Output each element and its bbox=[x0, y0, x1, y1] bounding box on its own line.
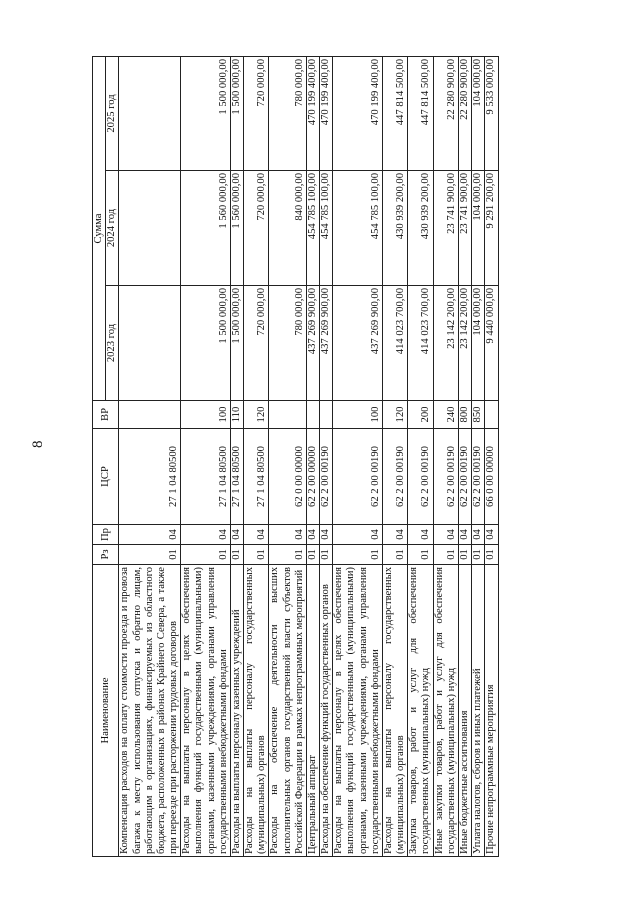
row-amount-2023 bbox=[119, 286, 181, 401]
budget-table bbox=[92, 56, 499, 857]
row-vr bbox=[306, 401, 319, 429]
row-pr: 04 bbox=[333, 525, 383, 545]
header-name: Наименование bbox=[93, 565, 119, 857]
row-pr: 04 bbox=[306, 525, 319, 545]
row-amount-2023: 437 269 900,00 bbox=[320, 286, 333, 401]
row-rz: 01 bbox=[458, 545, 471, 565]
table-row bbox=[320, 56, 333, 856]
header-rz: Рз bbox=[93, 545, 119, 565]
table-row bbox=[306, 56, 319, 856]
row-amount-2025: 447 814 500,00 bbox=[408, 56, 433, 170]
row-amount-2024: 104 000,00 bbox=[472, 171, 485, 286]
row-amount-2024: 430 939 200,00 bbox=[382, 171, 407, 286]
row-amount-2023: 437 269 900,00 bbox=[333, 286, 383, 401]
row-pr: 04 bbox=[433, 525, 458, 545]
row-vr: 100 bbox=[181, 401, 231, 429]
row-rz: 01 bbox=[333, 545, 383, 565]
row-pr: 04 bbox=[472, 525, 485, 545]
table-row bbox=[181, 56, 231, 856]
row-vr: 850 bbox=[472, 401, 485, 429]
row-amount-2023: 437 269 900,00 bbox=[306, 286, 319, 401]
row-pr: 04 bbox=[458, 525, 471, 545]
budget-table-rotated bbox=[92, 57, 589, 857]
row-rz: 01 bbox=[181, 545, 231, 565]
table-row bbox=[408, 56, 433, 856]
row-amount-2023: 1 500 000,00 bbox=[181, 286, 231, 401]
row-name: Иные бюджетные ассигнования bbox=[458, 565, 471, 857]
row-amount-2023: 720 000,00 bbox=[244, 286, 269, 401]
row-rz: 01 bbox=[230, 545, 243, 565]
row-name: Расходы на выплаты персоналу государственных (муниципальных) органов bbox=[244, 565, 269, 857]
row-pr: 04 bbox=[230, 525, 243, 545]
table-row bbox=[433, 56, 458, 856]
row-csr: 62 0 00 00000 bbox=[269, 429, 307, 525]
row-amount-2024: 23 741 900,00 bbox=[433, 171, 458, 286]
row-rz: 01 bbox=[472, 545, 485, 565]
page-number: 8 bbox=[30, 440, 46, 448]
row-vr: 120 bbox=[382, 401, 407, 429]
row-rz: 01 bbox=[320, 545, 333, 565]
row-rz: 01 bbox=[382, 545, 407, 565]
row-amount-2023: 23 142 200,00 bbox=[433, 286, 458, 401]
row-name: Иные закупки товаров, работ и услуг для обеспечения государственных (муниципальных) нужд bbox=[433, 565, 458, 857]
row-name: Расходы на выплаты персоналу в целях обеспечения выполнения функций государственными (муниципальными) органами, казенными учреждениями, органами управления государственными внебюджетными фондами bbox=[181, 565, 231, 857]
row-vr: 110 bbox=[230, 401, 243, 429]
header-2025: 2025 год bbox=[106, 56, 119, 170]
row-csr: 27 1 04 80500 bbox=[119, 429, 181, 525]
row-rz: 01 bbox=[485, 545, 498, 565]
header-vr: ВР bbox=[93, 401, 119, 429]
row-vr: 100 bbox=[333, 401, 383, 429]
row-rz: 01 bbox=[269, 545, 307, 565]
row-amount-2025 bbox=[119, 56, 181, 170]
row-rz: 01 bbox=[119, 545, 181, 565]
row-amount-2024 bbox=[119, 171, 181, 286]
row-amount-2024: 720 000,00 bbox=[244, 171, 269, 286]
table-row bbox=[485, 56, 498, 856]
row-amount-2024: 1 560 000,00 bbox=[230, 171, 243, 286]
row-rz: 01 bbox=[433, 545, 458, 565]
row-pr: 04 bbox=[382, 525, 407, 545]
row-csr: 62 2 00 00000 bbox=[306, 429, 319, 525]
row-pr: 04 bbox=[244, 525, 269, 545]
row-amount-2024: 454 785 100,00 bbox=[306, 171, 319, 286]
row-amount-2024: 1 560 000,00 bbox=[181, 171, 231, 286]
row-csr: 62 2 00 00190 bbox=[382, 429, 407, 525]
row-amount-2025: 22 280 900,00 bbox=[433, 56, 458, 170]
table-row bbox=[333, 56, 383, 856]
row-name: Расходы на обеспечение функций государственных органов bbox=[320, 565, 333, 857]
row-name: Расходы на выплаты персоналу государственных (муниципальных) органов bbox=[382, 565, 407, 857]
table-row bbox=[269, 56, 307, 856]
header-sum: Сумма bbox=[93, 56, 106, 400]
row-name: Прочие непрограммные мероприятия bbox=[485, 565, 498, 857]
row-csr: 62 2 00 00190 bbox=[320, 429, 333, 525]
row-amount-2024: 454 785 100,00 bbox=[320, 171, 333, 286]
row-csr: 62 2 00 00190 bbox=[408, 429, 433, 525]
header-2023: 2023 год bbox=[106, 286, 119, 401]
row-amount-2025: 470 199 400,00 bbox=[320, 56, 333, 170]
row-amount-2025: 104 000,00 bbox=[472, 56, 485, 170]
table-row bbox=[230, 56, 243, 856]
row-vr: 240 bbox=[433, 401, 458, 429]
row-name: Уплата налогов, сборов и иных платежей bbox=[472, 565, 485, 857]
row-name: Расходы на выплаты персоналу казенных учреждений bbox=[230, 565, 243, 857]
row-name: Компенсация расходов на оплату стоимости проезда и провоза багажа к месту использования отпуска и обратно лицам, работающим в организациях, финансируемых из областного бюджета, расположенных в районах Крайнего Севера, а также при переезде при расторжении трудовых договоров bbox=[119, 565, 181, 857]
row-amount-2025: 9 533 000,00 bbox=[485, 56, 498, 170]
row-pr: 04 bbox=[320, 525, 333, 545]
row-csr: 27 1 04 80500 bbox=[244, 429, 269, 525]
row-amount-2023: 1 500 000,00 bbox=[230, 286, 243, 401]
table-row bbox=[244, 56, 269, 856]
row-amount-2024: 454 785 100,00 bbox=[333, 171, 383, 286]
row-pr: 04 bbox=[181, 525, 231, 545]
row-amount-2023: 414 023 700,00 bbox=[408, 286, 433, 401]
table-body bbox=[119, 56, 498, 856]
table-row bbox=[382, 56, 407, 856]
row-pr: 04 bbox=[269, 525, 307, 545]
row-pr: 04 bbox=[408, 525, 433, 545]
row-pr: 04 bbox=[485, 525, 498, 545]
row-amount-2025: 470 199 400,00 bbox=[306, 56, 319, 170]
row-vr: 200 bbox=[408, 401, 433, 429]
row-pr: 04 bbox=[119, 525, 181, 545]
row-amount-2023: 9 440 000,00 bbox=[485, 286, 498, 401]
row-vr bbox=[119, 401, 181, 429]
row-amount-2025: 470 199 400,00 bbox=[333, 56, 383, 170]
row-amount-2024: 840 000,00 bbox=[269, 171, 307, 286]
row-name: Закупка товаров, работ и услуг для обеспечения государственных (муниципальных) нужд bbox=[408, 565, 433, 857]
row-amount-2025: 1 500 000,00 bbox=[181, 56, 231, 170]
row-name: Расходы на выплаты персоналу в целях обеспечения выполнения функций государственными (муниципальными) органами, казенными учреждениями, органами управления государственными внебюджетными фондами bbox=[333, 565, 383, 857]
row-amount-2025: 1 500 000,00 bbox=[230, 56, 243, 170]
row-amount-2023: 780 000,00 bbox=[269, 286, 307, 401]
row-rz: 01 bbox=[306, 545, 319, 565]
table-row bbox=[119, 56, 181, 856]
row-vr: 800 bbox=[458, 401, 471, 429]
row-amount-2025: 780 000,00 bbox=[269, 56, 307, 170]
row-vr bbox=[269, 401, 307, 429]
row-csr: 62 2 00 00190 bbox=[472, 429, 485, 525]
header-2024: 2024 год bbox=[106, 171, 119, 286]
row-csr: 27 1 04 80500 bbox=[181, 429, 231, 525]
row-vr bbox=[485, 401, 498, 429]
header-pr: Пр bbox=[93, 525, 119, 545]
row-vr: 120 bbox=[244, 401, 269, 429]
row-name: Расходы на обеспечение деятельности высших исполнительных органов государственной власти субъектов Российской Федерации в рамках непрограммных мероприятий bbox=[269, 565, 307, 857]
row-vr bbox=[320, 401, 333, 429]
row-amount-2025: 22 280 900,00 bbox=[458, 56, 471, 170]
row-rz: 01 bbox=[244, 545, 269, 565]
table-row bbox=[472, 56, 485, 856]
row-amount-2023: 23 142 200,00 bbox=[458, 286, 471, 401]
row-csr: 66 0 00 00000 bbox=[485, 429, 498, 525]
row-amount-2024: 430 939 200,00 bbox=[408, 171, 433, 286]
row-amount-2024: 9 291 200,00 bbox=[485, 171, 498, 286]
row-amount-2025: 447 814 500,00 bbox=[382, 56, 407, 170]
header-csr: ЦСР bbox=[93, 429, 119, 525]
row-csr: 62 2 00 00190 bbox=[433, 429, 458, 525]
row-name: Центральный аппарат bbox=[306, 565, 319, 857]
row-amount-2023: 414 023 700,00 bbox=[382, 286, 407, 401]
row-rz: 01 bbox=[408, 545, 433, 565]
row-amount-2024: 23 741 900,00 bbox=[458, 171, 471, 286]
table-row bbox=[458, 56, 471, 856]
row-csr: 62 2 00 00190 bbox=[458, 429, 471, 525]
row-amount-2025: 720 000,00 bbox=[244, 56, 269, 170]
row-csr: 62 2 00 00190 bbox=[333, 429, 383, 525]
row-csr: 27 1 04 80500 bbox=[230, 429, 243, 525]
row-amount-2023: 104 000,00 bbox=[472, 286, 485, 401]
